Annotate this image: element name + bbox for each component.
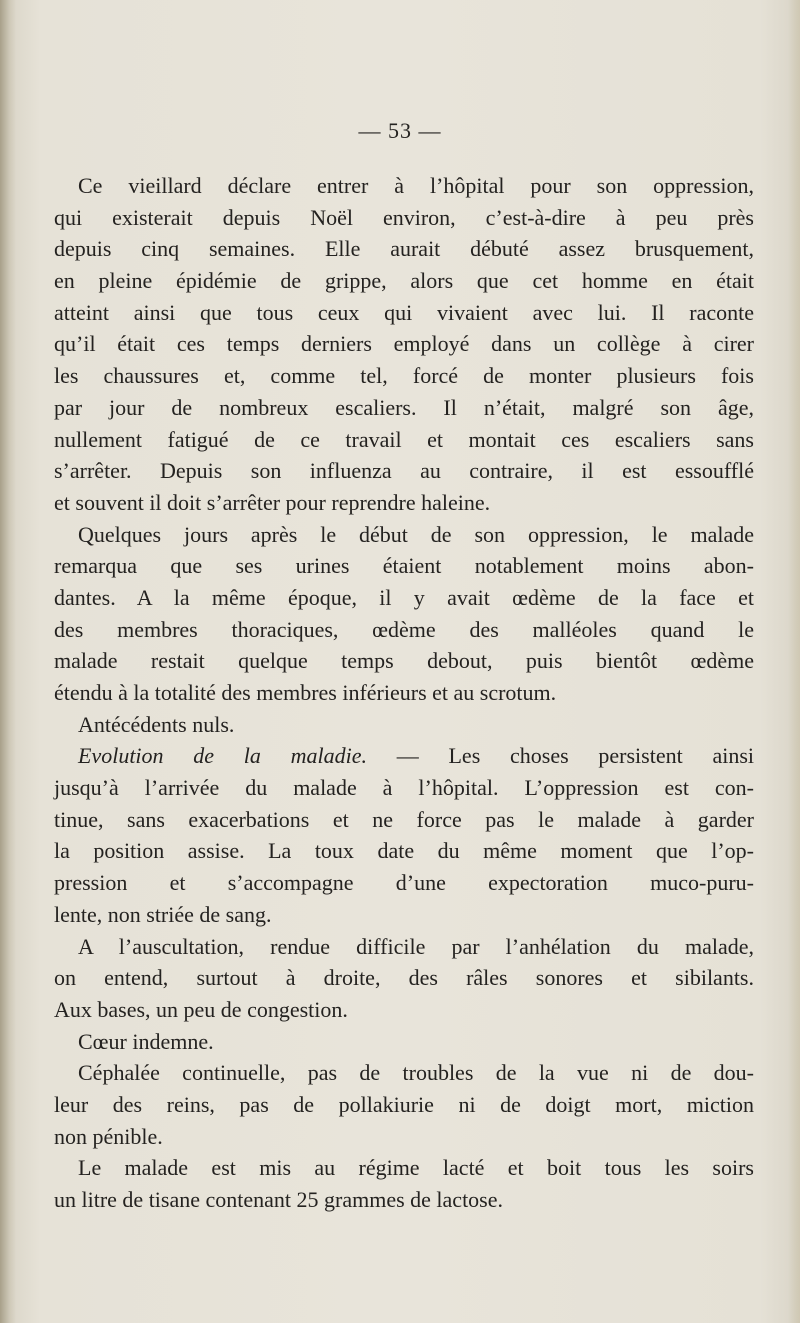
text-line: [54, 487, 754, 519]
text-line: [54, 202, 754, 234]
text-line: [54, 424, 754, 456]
text-line-content: Antécédents nuls.: [78, 711, 235, 737]
text-line-content: on entend, surtout à droite, des râles sonores et sibilants.: [54, 965, 754, 991]
text-line-content: Aux bases, un peu de congestion.: [54, 996, 348, 1022]
text-line: [54, 994, 754, 1026]
text-line-content: tinue, sans exacerbations et ne force pas le malade à garder: [54, 806, 754, 832]
text-line-content: Quelques jours après le début de son oppression, le malade: [78, 521, 754, 547]
text-line: [54, 297, 754, 329]
text-line: [54, 645, 754, 677]
text-line: [54, 931, 754, 963]
text-line-content: dantes. A la même époque, il y avait œdème de la face et: [54, 584, 754, 610]
text-line-content: depuis cinq semaines. Elle aurait débuté assez brusquement,: [54, 236, 754, 262]
text-line-content: et souvent il doit s’arrêter pour reprendre haleine.: [54, 489, 491, 515]
text-line: [54, 614, 754, 646]
text-line: [54, 170, 754, 202]
text-line-content: atteint ainsi que tous ceux qui vivaient avec lui. Il raconte: [54, 299, 754, 325]
text-line: [54, 740, 754, 772]
text-line-content: lente, non striée de sang.: [54, 901, 272, 927]
text-line: [54, 804, 754, 836]
text-line: [54, 455, 754, 487]
text-line: [54, 360, 754, 392]
text-line-content: Le malade est mis au régime lacté et boit tous les soirs: [78, 1155, 754, 1181]
text-line: [54, 1121, 754, 1153]
text-line: [54, 1026, 754, 1058]
text-line: [54, 233, 754, 265]
text-line-content: la position assise. La toux date du même moment que l’op-: [54, 838, 754, 864]
text-line-content: Céphalée continuelle, pas de troubles de la vue ni de dou-: [78, 1060, 754, 1086]
text-line-content: non pénible.: [54, 1123, 163, 1149]
text-line: [54, 328, 754, 360]
page-edge-shadow-right: [788, 0, 800, 1323]
text-line-content: qu’il était ces temps derniers employé dans un collège à cirer: [54, 331, 754, 357]
text-line-content: en pleine épidémie de grippe, alors que cet homme en était: [54, 268, 754, 294]
text-line: [54, 962, 754, 994]
text-line: [54, 677, 754, 709]
body-text: [54, 170, 754, 1216]
text-line-content: jusqu’à l’arrivée du malade à l’hôpital. L’oppression est con-: [54, 775, 754, 801]
page-number: — 53 —: [358, 118, 442, 143]
text-line-content: qui existerait depuis Noël environ, c’est-à-dire à peu près: [54, 204, 754, 230]
page-edge-shadow-left: [0, 0, 16, 1323]
text-line-content: nullement fatigué de ce travail et montait ces escaliers sans: [54, 426, 754, 452]
text-line-content: s’arrêter. Depuis son influenza au contraire, il est essoufflé: [54, 458, 754, 484]
text-line: [54, 265, 754, 297]
text-line-content: étendu à la totalité des membres inférieurs et au scrotum.: [54, 680, 557, 705]
text-line-content: des membres thoraciques, œdème des malléoles quand le: [54, 616, 754, 642]
text-line-content: par jour de nombreux escaliers. Il n’était, malgré son âge,: [54, 394, 754, 420]
text-line-content: remarqua que ses urines étaient notablement moins abon-: [54, 553, 754, 579]
text-line: [54, 1057, 754, 1089]
text-line-content: A l’auscultation, rendue difficile par l’anhélation du malade,: [78, 933, 754, 959]
text-line: [54, 1152, 754, 1184]
text-line: [54, 772, 754, 804]
text-line-content: — Les choses persistent ainsi: [367, 743, 754, 769]
text-line: [54, 835, 754, 867]
text-line-content: pression et s’accompagne d’une expectoration muco-puru-: [54, 870, 754, 896]
text-line-content: les chaussures et, comme tel, forcé de monter plusieurs fois: [54, 363, 754, 389]
text-line: [54, 582, 754, 614]
text-line: [54, 1184, 754, 1216]
text-line: [54, 899, 754, 931]
text-line-content: un litre de tisane contenant 25 grammes de lactose.: [54, 1187, 504, 1212]
text-line: [54, 392, 754, 424]
text-line-content: Ce vieillard déclare entrer à l’hôpital pour son oppression,: [78, 173, 754, 198]
text-line-content: malade restait quelque temps debout, puis bientôt œdème: [54, 648, 754, 674]
text-line: [54, 519, 754, 551]
text-line-content: leur des reins, pas de pollakiurie ni de doigt mort, miction: [54, 1091, 754, 1117]
text-line-content: Cœur indemne.: [78, 1028, 214, 1054]
section-heading: Evolution de la maladie.: [78, 743, 368, 769]
text-line: [54, 1089, 754, 1121]
text-line: [54, 709, 754, 741]
text-line: [54, 550, 754, 582]
text-line: [54, 867, 754, 899]
